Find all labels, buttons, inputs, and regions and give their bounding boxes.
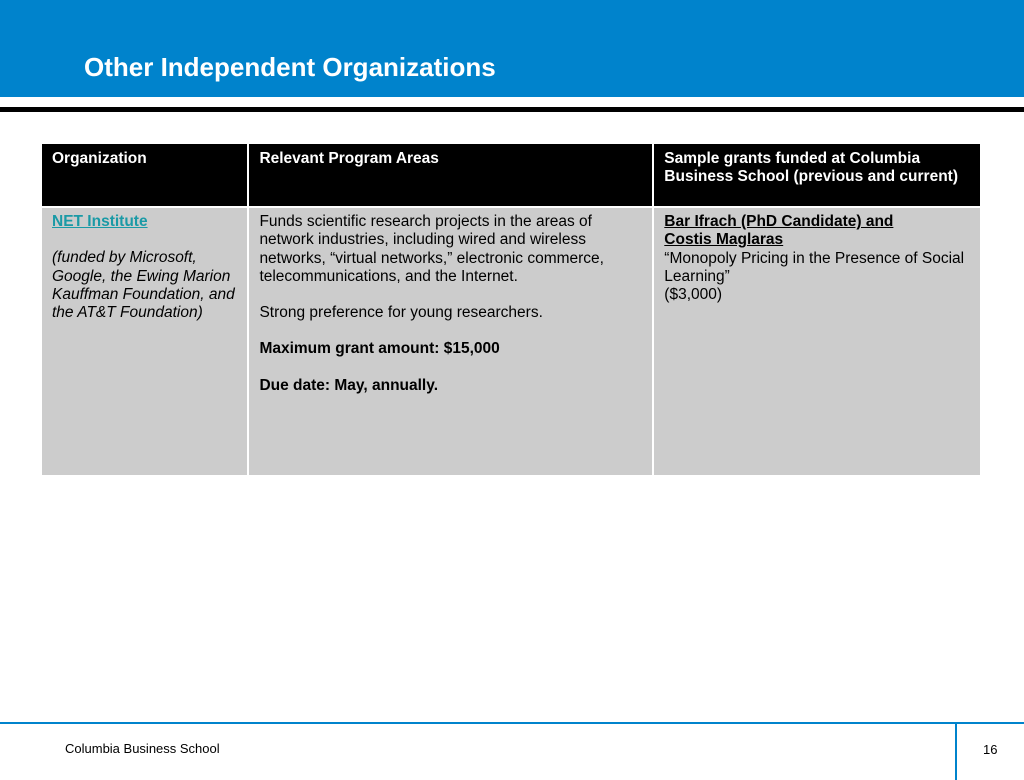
net-institute-link[interactable]: NET Institute [52, 213, 148, 230]
grant-amount: ($3,000) [664, 286, 723, 304]
page-number: 16 [983, 742, 998, 757]
sample-grants-cell [653, 207, 981, 476]
header-organization: Organization [41, 143, 248, 207]
max-grant-amount: Maximum grant amount: $15,000 [259, 340, 500, 358]
grant-recipients-line1: Bar Ifrach (PhD Candidate) and [664, 213, 894, 230]
organization-funders: (funded by Microsoft, Google, the Ewing Marion Kauffman Foundation, and the AT&T Foundation) [52, 249, 235, 322]
table-header-row [41, 143, 981, 207]
due-date: Due date: May, annually. [259, 376, 439, 394]
organization-cell [41, 207, 248, 476]
program-areas-cell [248, 207, 653, 476]
table-row [41, 207, 981, 476]
page-title: Other Independent Organizations [84, 52, 496, 82]
header-band [0, 0, 1024, 97]
header-rule [0, 107, 1024, 112]
grants-table [40, 142, 982, 477]
grant-title: “Monopoly Pricing in the Presence of Social Learning” [664, 249, 965, 285]
footer-rule [0, 722, 1024, 724]
header-sample-grants: Sample grants funded at Columbia Business School (previous and current) [653, 143, 981, 207]
grant-recipients-line2: Costis Maglaras [664, 231, 784, 249]
footer-divider [955, 724, 957, 780]
footer-school: Columbia Business School [65, 741, 220, 756]
program-description: Funds scientific research projects in the areas of network industries, including wired and wireless networks, “virtual networks,” electronic commerce, telecommunications, and the Internet. [259, 213, 604, 285]
program-preference: Strong preference for young researchers. [259, 304, 543, 322]
header-program-areas: Relevant Program Areas [248, 143, 653, 207]
